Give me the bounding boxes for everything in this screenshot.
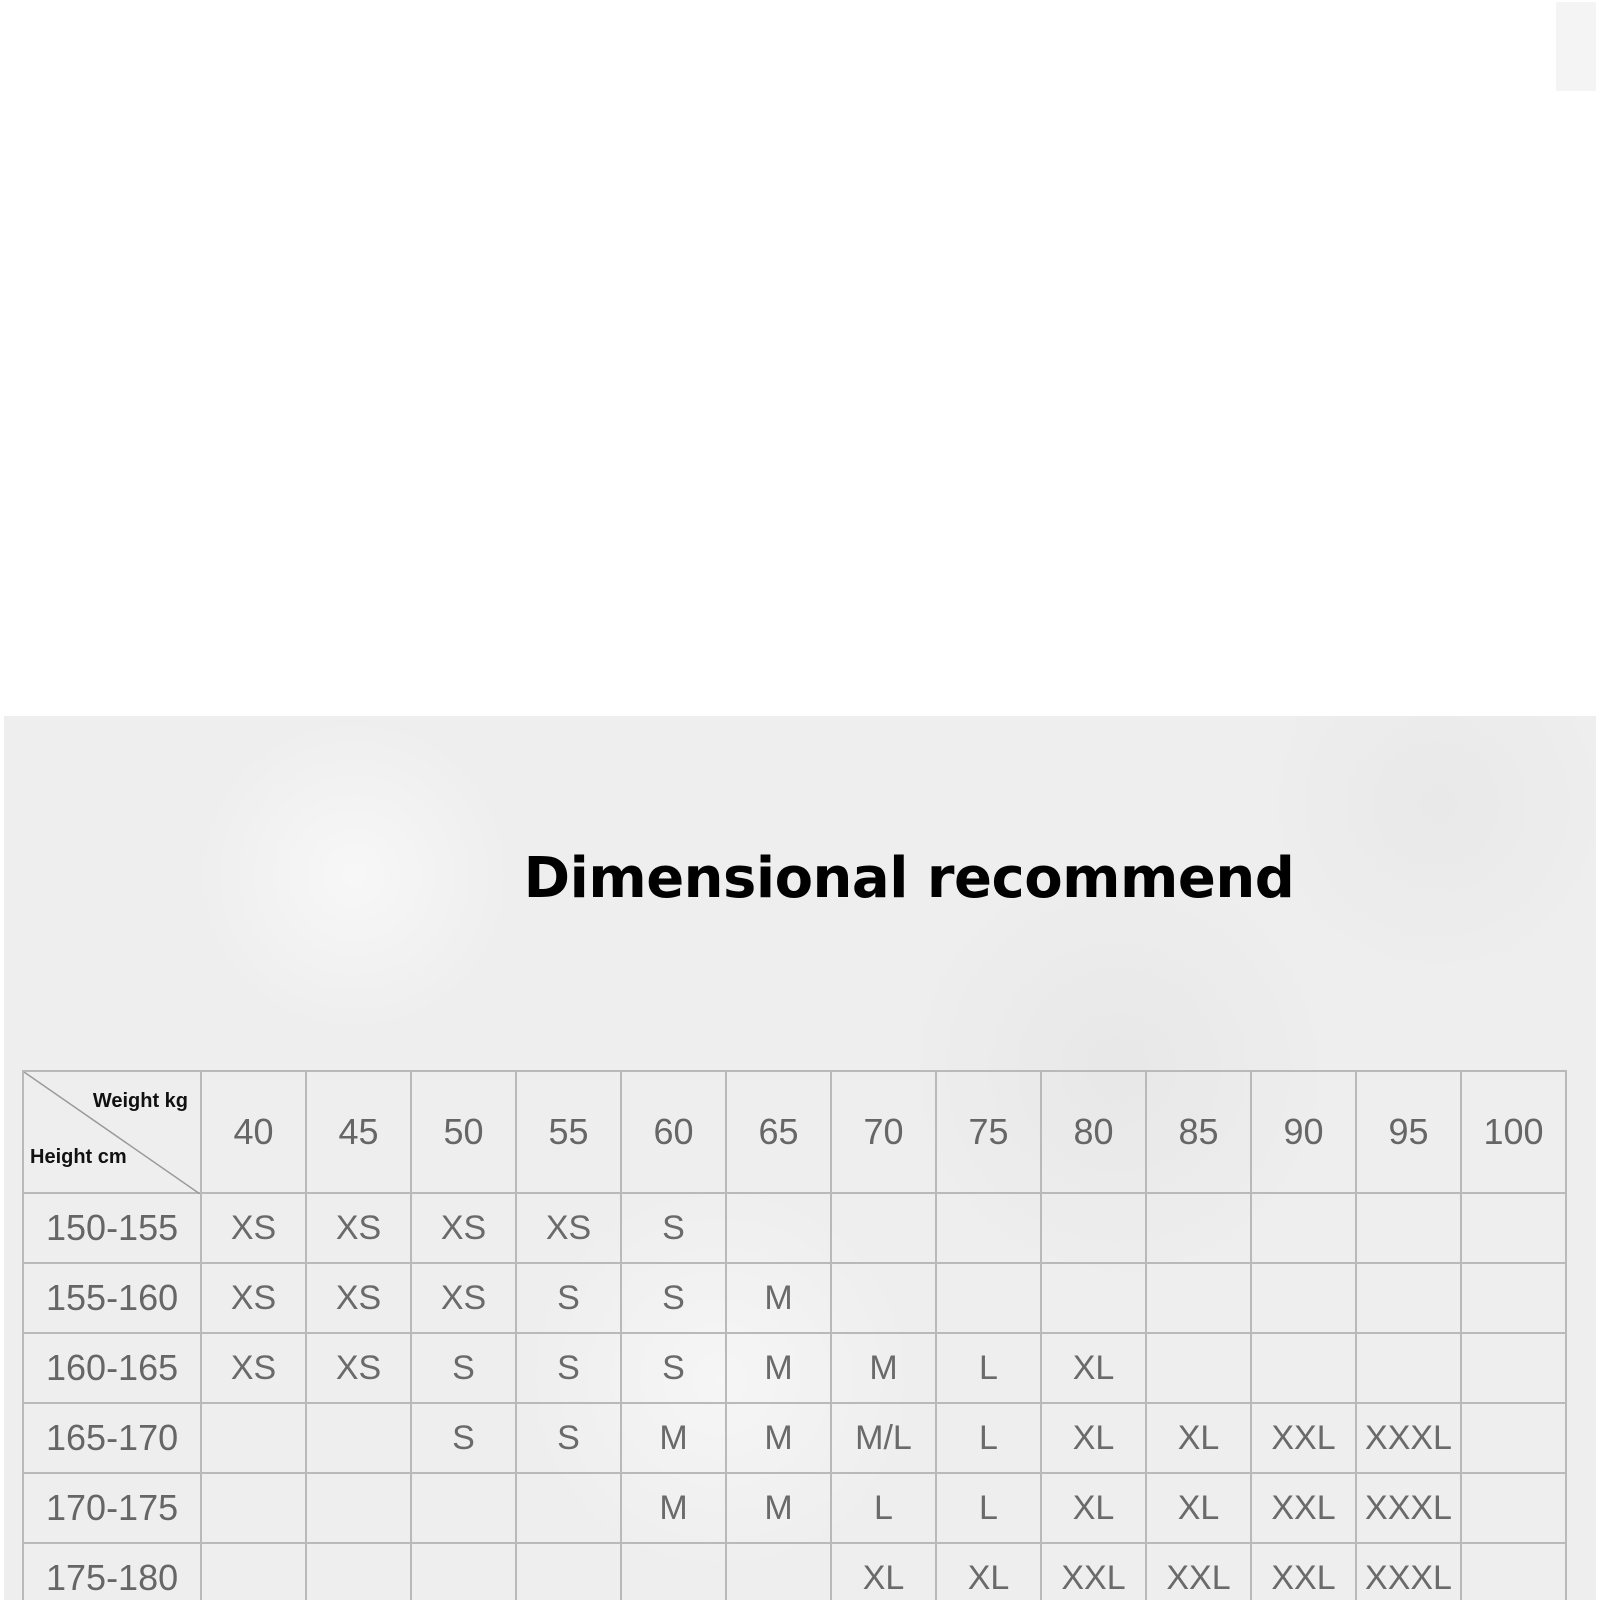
weight-header: 50 [411,1071,516,1193]
size-cell: L [936,1403,1041,1473]
size-cell [1146,1333,1251,1403]
height-range: 165-170 [23,1403,201,1473]
size-cell: XS [516,1193,621,1263]
weight-header: 100 [1461,1071,1566,1193]
chart-title: Dimensional recommend [523,846,1295,911]
weight-header: 90 [1251,1071,1356,1193]
table-row [23,1333,1566,1403]
size-cell: M [621,1403,726,1473]
size-cell: XXL [1251,1543,1356,1600]
height-axis-label: Height cm [30,1146,127,1168]
size-cell [621,1543,726,1600]
table-row [23,1473,1566,1543]
corner-swatch [1556,2,1596,91]
size-cell: XXXL [1356,1543,1461,1600]
size-cell: L [936,1333,1041,1403]
size-cell: XXXL [1356,1473,1461,1543]
size-cell: S [516,1403,621,1473]
height-range: 160-165 [23,1333,201,1403]
size-cell: XL [1146,1473,1251,1543]
size-cell [516,1543,621,1600]
size-cell [1251,1263,1356,1333]
table-row [23,1193,1566,1263]
size-chart-panel [4,716,1596,1600]
size-cell [1251,1333,1356,1403]
size-cell [726,1193,831,1263]
size-cell: XS [306,1263,411,1333]
weight-header: 55 [516,1071,621,1193]
weight-axis-label: Weight kg [92,1090,188,1112]
size-cell: S [516,1263,621,1333]
size-cell [831,1263,936,1333]
size-cell: XL [936,1543,1041,1600]
size-cell: XS [306,1333,411,1403]
size-cell: XS [411,1193,516,1263]
size-cell [936,1193,1041,1263]
size-cell: XXL [1251,1403,1356,1473]
size-cell [1356,1193,1461,1263]
size-cell: M [831,1333,936,1403]
weight-header: 65 [726,1071,831,1193]
size-cell [306,1403,411,1473]
size-cell: XS [306,1193,411,1263]
size-cell [831,1193,936,1263]
weight-header: 75 [936,1071,1041,1193]
size-cell [516,1473,621,1543]
corner-cell [23,1071,201,1193]
size-cell [1251,1193,1356,1263]
size-cell: XL [1146,1403,1251,1473]
size-cell [1146,1193,1251,1263]
size-cell: XL [1041,1473,1146,1543]
size-cell: M/L [831,1403,936,1473]
size-cell: S [621,1333,726,1403]
size-cell: XS [201,1193,306,1263]
height-range: 155-160 [23,1263,201,1333]
size-cell [201,1473,306,1543]
size-cell [1356,1333,1461,1403]
size-cell [1041,1263,1146,1333]
table-row [23,1403,1566,1473]
size-cell [306,1473,411,1543]
size-cell: S [516,1333,621,1403]
weight-header: 80 [1041,1071,1146,1193]
size-cell [1461,1263,1566,1333]
table-row [23,1263,1566,1333]
size-cell: XL [831,1543,936,1600]
weight-header: 95 [1356,1071,1461,1193]
size-cell: XS [201,1333,306,1403]
size-cell: S [411,1403,516,1473]
size-cell [1461,1543,1566,1600]
size-cell: XS [201,1263,306,1333]
size-cell: S [411,1333,516,1403]
size-cell: M [726,1473,831,1543]
height-range: 150-155 [23,1193,201,1263]
size-cell [1461,1333,1566,1403]
size-cell [411,1543,516,1600]
weight-header: 70 [831,1071,936,1193]
size-cell: XL [1041,1403,1146,1473]
size-cell [726,1543,831,1600]
size-cell: M [726,1263,831,1333]
size-cell: M [621,1473,726,1543]
size-cell: M [726,1403,831,1473]
size-cell [201,1403,306,1473]
size-cell: S [621,1193,726,1263]
size-cell [411,1473,516,1543]
size-cell: XXXL [1356,1403,1461,1473]
size-cell: XL [1041,1333,1146,1403]
size-cell [306,1543,411,1600]
size-cell [1146,1263,1251,1333]
size-cell [1461,1473,1566,1543]
size-cell [1461,1403,1566,1473]
height-range: 170-175 [23,1473,201,1543]
weight-header: 45 [306,1071,411,1193]
size-cell: XXL [1251,1473,1356,1543]
size-cell [1461,1193,1566,1263]
weight-header: 85 [1146,1071,1251,1193]
size-cell [1041,1193,1146,1263]
size-cell: L [831,1473,936,1543]
size-cell: XXL [1146,1543,1251,1600]
size-cell [1356,1263,1461,1333]
header-row [23,1071,1566,1193]
size-cell: S [621,1263,726,1333]
size-table [22,1070,1567,1600]
size-cell [936,1263,1041,1333]
size-cell [201,1543,306,1600]
size-cell: XXL [1041,1543,1146,1600]
weight-header: 40 [201,1071,306,1193]
size-cell: M [726,1333,831,1403]
table-row [23,1543,1566,1600]
size-cell: XS [411,1263,516,1333]
weight-header: 60 [621,1071,726,1193]
size-cell: L [936,1473,1041,1543]
height-range: 175-180 [23,1543,201,1600]
